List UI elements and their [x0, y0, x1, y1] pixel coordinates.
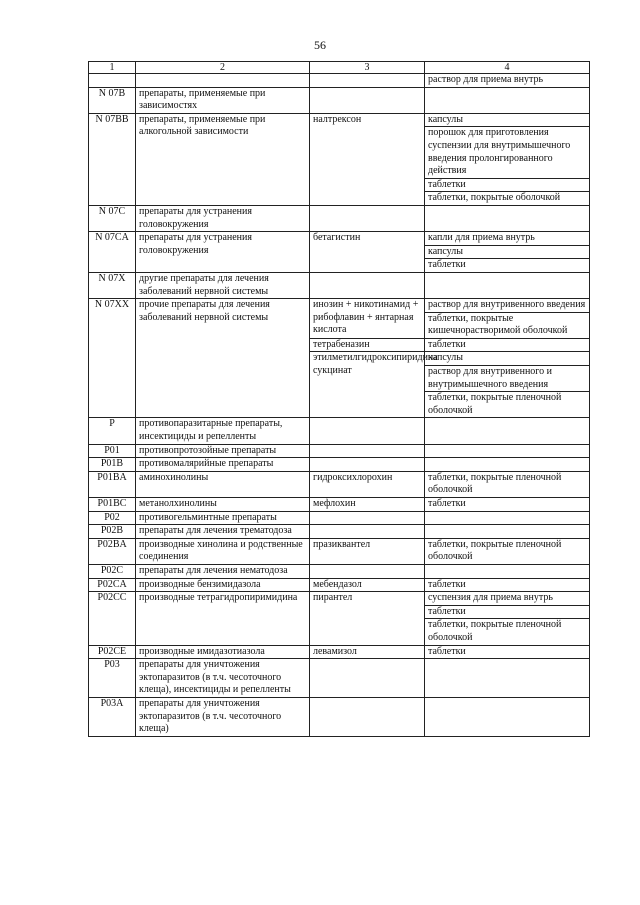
atc-code-cell: P02BA: [89, 538, 136, 564]
page-number: 56: [314, 38, 326, 52]
table-row: [89, 113, 590, 205]
dosage-forms-cell: [425, 232, 590, 273]
drug-name-cell: [310, 458, 425, 472]
group-name-cell: препараты для уничтожения эктопаразитов (в т.ч. чесоточного клеща), инсектициды и репелленты: [136, 659, 310, 698]
column-header: 3: [310, 62, 425, 74]
drug-name-cell: [310, 511, 425, 525]
dosage-forms-cell: [425, 113, 590, 205]
group-name-cell: препараты для лечения трематодоза: [136, 525, 310, 539]
dosage-forms-list: [425, 472, 589, 497]
drug-name-cell: тетрабеназин: [310, 338, 425, 352]
dosage-forms-cell: [425, 578, 590, 592]
group-name-cell: прочие препараты для лечения заболеваний нервной системы: [136, 299, 310, 418]
column-header: 4: [425, 62, 590, 74]
dosage-forms-list: [425, 592, 589, 644]
dosage-forms-list: [425, 539, 589, 564]
atc-code-cell: P01BA: [89, 471, 136, 497]
drug-name-cell: [310, 272, 425, 298]
drug-name-cell: [310, 564, 425, 578]
dosage-form: таблетки, покрытые пленочной оболочкой: [425, 618, 589, 644]
dosage-forms-cell: [425, 645, 590, 659]
dosage-form: [425, 88, 589, 101]
dosage-forms-list: [425, 646, 589, 659]
dosage-forms-cell: [425, 87, 590, 113]
dosage-forms-cell: [425, 471, 590, 497]
dosage-forms-cell: [425, 338, 590, 352]
atc-code-cell: P02: [89, 511, 136, 525]
dosage-forms-list: [425, 579, 589, 592]
dosage-form: [425, 206, 589, 219]
table-row: [89, 564, 590, 578]
dosage-form: таблетки: [428, 578, 466, 590]
dosage-form: [425, 418, 589, 431]
atc-code-cell: N 07C: [89, 205, 136, 231]
dosage-forms-list: [425, 232, 589, 272]
dosage-form: [425, 445, 589, 458]
atc-code-cell: N 07XX: [89, 299, 136, 418]
atc-code-cell: P02CC: [89, 592, 136, 645]
dosage-form: таблетки: [425, 178, 589, 192]
group-name-cell: препараты, применяемые при зависимостях: [136, 87, 310, 113]
dosage-forms-cell: [425, 272, 590, 298]
drug-name-cell: [310, 525, 425, 539]
drug-name-cell: мефлохин: [310, 498, 425, 512]
dosage-forms-list: [425, 114, 589, 205]
drug-name-cell: [310, 74, 425, 88]
dosage-forms-list: [425, 565, 589, 578]
dosage-forms-list: [425, 512, 589, 525]
dosage-form: таблетки, покрытые пленочной оболочкой: [425, 391, 589, 417]
table-row: [89, 498, 590, 512]
dosage-form: капсулы: [428, 352, 463, 364]
table-row: [89, 645, 590, 659]
table-row: [89, 444, 590, 458]
group-name-cell: противомалярийные препараты: [136, 458, 310, 472]
dosage-form: [425, 525, 589, 538]
dosage-form: таблетки, покрытые оболочкой: [425, 191, 589, 205]
table-row: [89, 697, 590, 736]
table-row: [89, 232, 590, 273]
table-row: [89, 458, 590, 472]
table-row: [89, 592, 590, 645]
group-name-cell: препараты для устранения головокружения: [136, 205, 310, 231]
drug-table-body: [89, 62, 590, 737]
drug-name-cell: [310, 87, 425, 113]
dosage-form: капли для приема внутрь: [428, 232, 535, 244]
table-row: [89, 659, 590, 698]
atc-code-cell: P03A: [89, 697, 136, 736]
dosage-forms-cell: [425, 511, 590, 525]
drug-name-cell: [310, 205, 425, 231]
dosage-form: раствор для внутривенного и внутримышечного введения: [425, 365, 589, 391]
atc-code-cell: N 07X: [89, 272, 136, 298]
atc-code-cell: P03: [89, 659, 136, 698]
drug-name-cell: бетагистин: [310, 232, 425, 273]
table-row: [89, 205, 590, 231]
drug-name-cell: [310, 697, 425, 736]
drug-name-cell: [310, 444, 425, 458]
dosage-form: капсулы: [425, 245, 589, 259]
group-name-cell: [136, 74, 310, 88]
atc-code-cell: P01: [89, 444, 136, 458]
group-name-cell: противопротозойные препараты: [136, 444, 310, 458]
dosage-forms-cell: [425, 299, 590, 339]
dosage-form: таблетки, покрытые пленочной оболочкой: [428, 538, 562, 563]
table-row: [89, 578, 590, 592]
dosage-form: суспензия для приема внутрь: [428, 592, 553, 604]
group-name-cell: противопаразитарные препараты, инсектициды и репелленты: [136, 418, 310, 444]
table-row: [89, 299, 590, 339]
dosage-form: таблетки: [425, 258, 589, 272]
atc-code-cell: [89, 74, 136, 88]
group-name-cell: аминохинолины: [136, 471, 310, 497]
atc-code-cell: P: [89, 418, 136, 444]
dosage-form: таблетки: [425, 605, 589, 619]
atc-code-cell: P02CA: [89, 578, 136, 592]
table-row: [89, 538, 590, 564]
atc-code-cell: N 07BB: [89, 113, 136, 205]
dosage-forms-list: [425, 458, 589, 471]
drug-name-cell: этилметилгидроксипиридина сукцинат: [310, 352, 425, 418]
atc-code-cell: P02B: [89, 525, 136, 539]
dosage-forms-cell: [425, 444, 590, 458]
dosage-forms-list: [425, 498, 589, 511]
drug-name-cell: инозин + никотинамид + рибофлавин + янтарная кислота: [310, 299, 425, 339]
dosage-forms-cell: [425, 564, 590, 578]
group-name-cell: производные тетрагидропиримидина: [136, 592, 310, 645]
drug-name-cell: налтрексон: [310, 113, 425, 205]
drug-table: [88, 61, 590, 737]
dosage-forms-list: [425, 273, 589, 286]
drug-name-cell: пирантел: [310, 592, 425, 645]
drug-name-cell: [310, 659, 425, 698]
dosage-forms-cell: [425, 205, 590, 231]
dosage-forms-cell: [425, 418, 590, 444]
dosage-forms-cell: [425, 458, 590, 472]
column-header: 1: [89, 62, 136, 74]
group-name-cell: препараты, применяемые при алкогольной зависимости: [136, 113, 310, 205]
dosage-forms-cell: [425, 498, 590, 512]
dosage-forms-list: [425, 206, 589, 219]
dosage-form: таблетки, покрытые кишечнорастворимой оболочкой: [425, 312, 589, 338]
group-name-cell: производные бензимидазола: [136, 578, 310, 592]
dosage-forms-cell: [425, 697, 590, 736]
dosage-forms-list: [425, 698, 589, 711]
atc-code-cell: P01B: [89, 458, 136, 472]
atc-code-cell: N 07B: [89, 87, 136, 113]
dosage-forms-cell: [425, 538, 590, 564]
group-name-cell: противогельминтные препараты: [136, 511, 310, 525]
group-name-cell: препараты для лечения нематодоза: [136, 564, 310, 578]
dosage-form: таблетки: [428, 498, 466, 509]
dosage-form: порошок для приготовления суспензии для внутримышечного введения пролонгированного действия: [425, 126, 589, 177]
dosage-forms-cell: [425, 74, 590, 88]
drug-name-cell: гидроксихлорохин: [310, 471, 425, 497]
table-row: [89, 471, 590, 497]
group-name-cell: другие препараты для лечения заболеваний нервной системы: [136, 272, 310, 298]
table-row: [89, 272, 590, 298]
dosage-form: раствор для внутривенного введения: [428, 299, 586, 311]
dosage-form: [425, 565, 589, 578]
group-name-cell: препараты для уничтожения эктопаразитов (в т.ч. чесоточного клеща): [136, 697, 310, 736]
dosage-forms-list: [425, 88, 589, 101]
drug-name-cell: мебендазол: [310, 578, 425, 592]
dosage-forms-list: [425, 525, 589, 538]
dosage-forms-list: [425, 418, 589, 431]
column-header: 2: [136, 62, 310, 74]
group-name-cell: производные имидазотиазола: [136, 645, 310, 659]
table-row: [89, 418, 590, 444]
atc-code-cell: P01BC: [89, 498, 136, 512]
dosage-forms-cell: [425, 525, 590, 539]
atc-code-cell: N 07CA: [89, 232, 136, 273]
atc-code-cell: P02CE: [89, 645, 136, 659]
dosage-form: [425, 273, 589, 286]
column-header-row: [89, 62, 590, 74]
dosage-form: таблетки: [428, 645, 466, 657]
dosage-form: [425, 698, 589, 711]
dosage-forms-cell: [425, 659, 590, 698]
group-name-cell: препараты для устранения головокружения: [136, 232, 310, 273]
table-row: [89, 525, 590, 539]
dosage-form: [425, 512, 589, 525]
dosage-forms-list: [425, 659, 589, 672]
dosage-form: таблетки, покрытые пленочной оболочкой: [428, 471, 562, 496]
dosage-forms-list: [425, 352, 589, 417]
dosage-forms-list: [425, 445, 589, 458]
atc-code-cell: P02C: [89, 564, 136, 578]
dosage-form: капсулы: [428, 113, 463, 125]
dosage-form: таблетки: [428, 338, 466, 350]
dosage-forms-list: [425, 299, 589, 338]
drug-name-cell: празиквантел: [310, 538, 425, 564]
group-name-cell: производные хинолина и родственные соединения: [136, 538, 310, 564]
dosage-forms-cell: [425, 592, 590, 645]
table-row: [89, 511, 590, 525]
dosage-form: [425, 458, 589, 471]
dosage-forms-list: [425, 74, 589, 87]
dosage-forms-list: [425, 339, 589, 352]
drug-name-cell: левамизол: [310, 645, 425, 659]
dosage-form: раствор для приема внутрь: [428, 74, 544, 85]
dosage-forms-cell: [425, 352, 590, 418]
table-row: [89, 87, 590, 113]
drug-name-cell: [310, 418, 425, 444]
group-name-cell: метанолхинолины: [136, 498, 310, 512]
dosage-form: [425, 659, 589, 672]
table-row: [89, 74, 590, 88]
